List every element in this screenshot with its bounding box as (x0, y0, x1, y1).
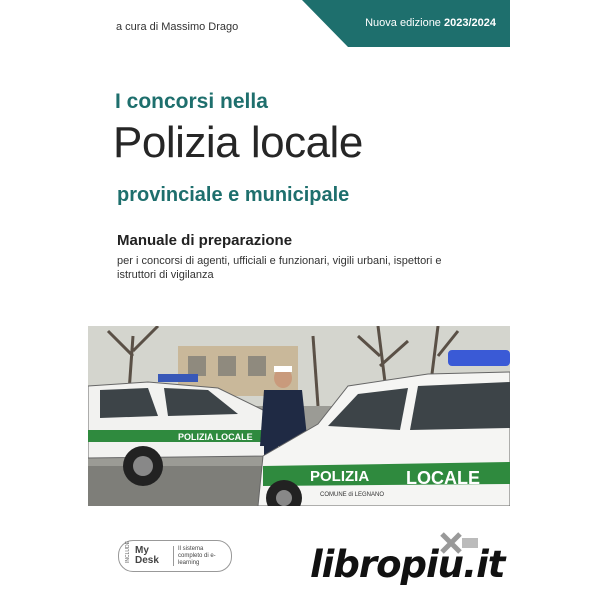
edition-label: Nuova edizione (365, 17, 441, 29)
book-cover (88, 0, 510, 600)
right-car-label-2: LOCALE (406, 468, 480, 488)
watermark-text: libropiu.it (310, 543, 505, 586)
manual-title: Manuale di preparazione (117, 232, 293, 249)
right-car-label-1: POLIZIA (310, 468, 370, 485)
title-small: I concorsi nella (115, 90, 268, 113)
mydesk-divider (173, 546, 174, 566)
left-car-label: POLIZIA LOCALE (178, 432, 253, 442)
edition-text (365, 17, 496, 29)
mydesk-logo-line2: Desk (135, 555, 159, 566)
police-cars-illustration (88, 326, 510, 506)
title-subtitle: provinciale e municipale (117, 184, 350, 206)
edition-year: 2023/2024 (444, 17, 496, 29)
manual-description: per i concorsi di agenti, ufficiali e funzionari, vigili urbani, ispettori e istruttori di vigilanza (117, 255, 442, 281)
mydesk-include-label: INCLUDE (125, 541, 131, 563)
mydesk-logo-line1: My (135, 545, 149, 556)
watermark (310, 540, 510, 590)
right-car-small-text: COMUNE di LEGNANO (320, 492, 385, 498)
curator-text: a cura di Massimo Drago (116, 21, 239, 33)
cover-photo (88, 326, 510, 506)
mydesk-badge (118, 540, 232, 572)
mydesk-logo (135, 546, 169, 566)
mydesk-description: Il sistema completo di e-learning (178, 545, 216, 566)
title-main: Polizia locale (113, 118, 363, 167)
